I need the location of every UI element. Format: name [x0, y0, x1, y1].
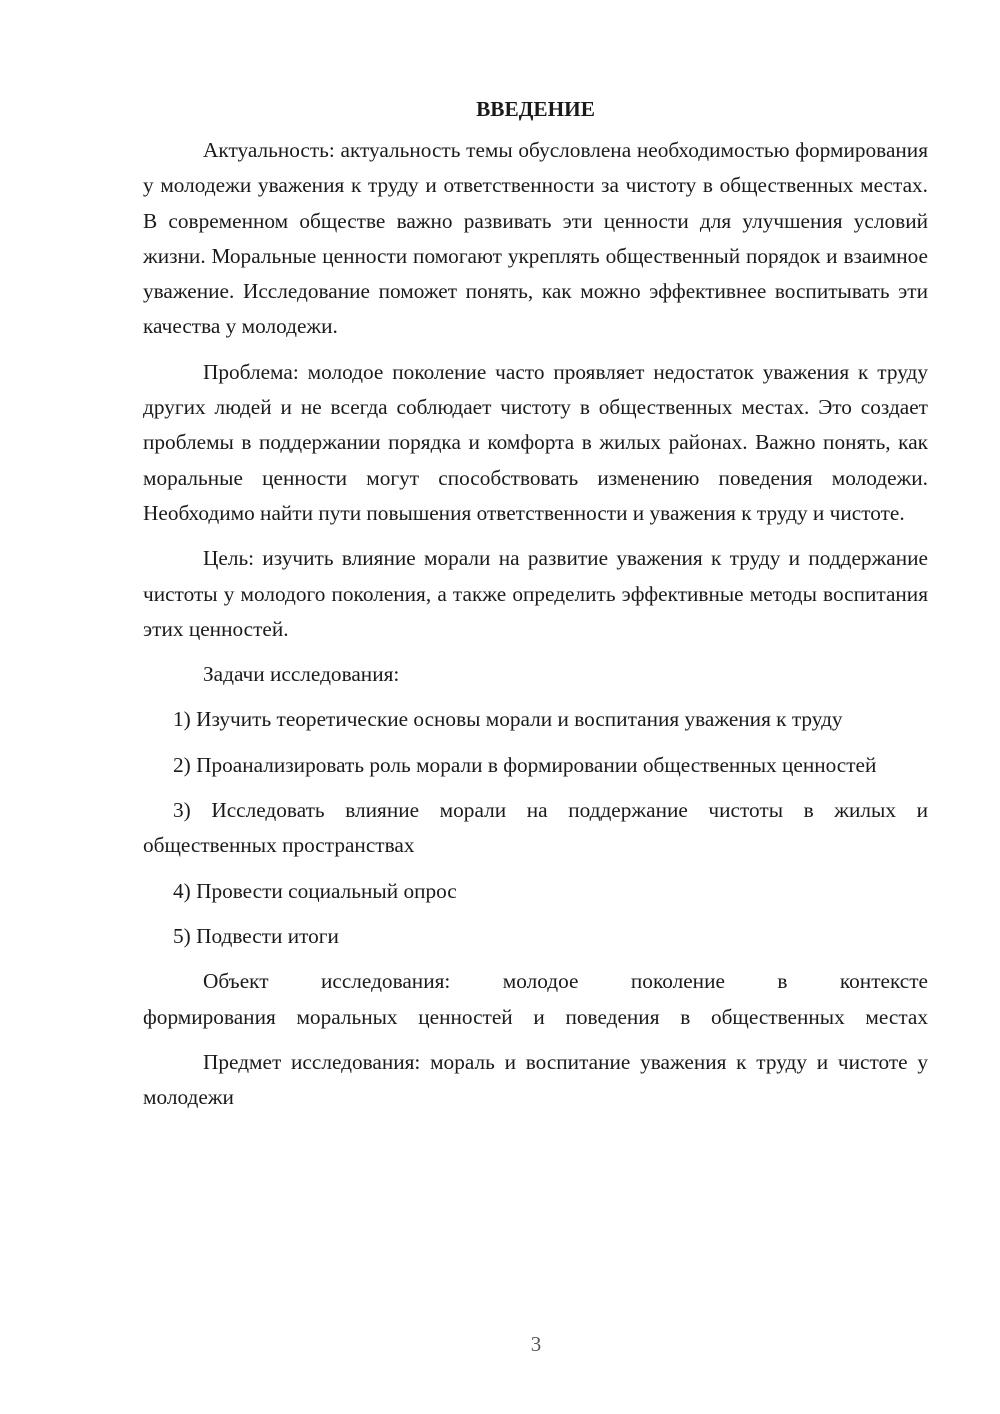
object-line-1: Объект исследования: молодое поколение в контексте	[203, 969, 928, 994]
object-line-2: формирования моральных ценностей и поведения в общественных местах	[143, 1004, 928, 1029]
tasks-heading: Задачи исследования:	[203, 662, 400, 687]
section-title: ВВЕДЕНИЕ	[476, 97, 595, 121]
page-number: 3	[530, 1332, 542, 1356]
paragraph-subject: Предмет исследования: мораль и воспитание уважения к труду и чистоте у молодежи	[143, 1049, 928, 1110]
paragraph-goal: Цель: изучить влияние морали на развитие уважения к труду и поддержание чистоты у молодого поколения, а также определить эффективные методы воспитания этих ценностей.	[143, 546, 928, 641]
document-page	[143, 92, 928, 1125]
paragraph-object	[143, 964, 928, 1035]
paragraph-problem: Проблема: молодое поколение часто проявляет недостаток уважения к труду других людей и не всегда соблюдает чистоту в общественных местах. Это создает проблемы в поддержании порядка и комфорта в жилых районах. Важно понять, как моральные ценности могут способствовать изменению поведения молодежи. Необходимо найти пути повышения ответственности и уважения к труду и чистоте.	[143, 359, 928, 525]
task-item-4: 4) Провести социальный опрос	[173, 878, 457, 903]
task-item-1: 1) Изучить теоретические основы морали и воспитания уважения к труду	[173, 707, 843, 732]
paragraph-relevance: Актуальность: актуальность темы обусловлена необходимостью формирования у молодежи уважения к труду и ответственности за чистоту в общественных местах. В современном обществе важно развивать эти ценности для улучшения условий жизни. Моральные ценности помогают укреплять общественный порядок и взаимное уважение. Исследование поможет понять, как можно эффективнее воспитывать эти качества у молодежи.	[143, 138, 928, 339]
task-item-5: 5) Подвести итоги	[173, 923, 339, 948]
task-item-2: 2) Проанализировать роль морали в формировании общественных ценностей	[173, 752, 877, 777]
task-item-3: 3) Исследовать влияние морали на поддержание чистоты в жилых и общественных пространствах	[143, 798, 928, 858]
